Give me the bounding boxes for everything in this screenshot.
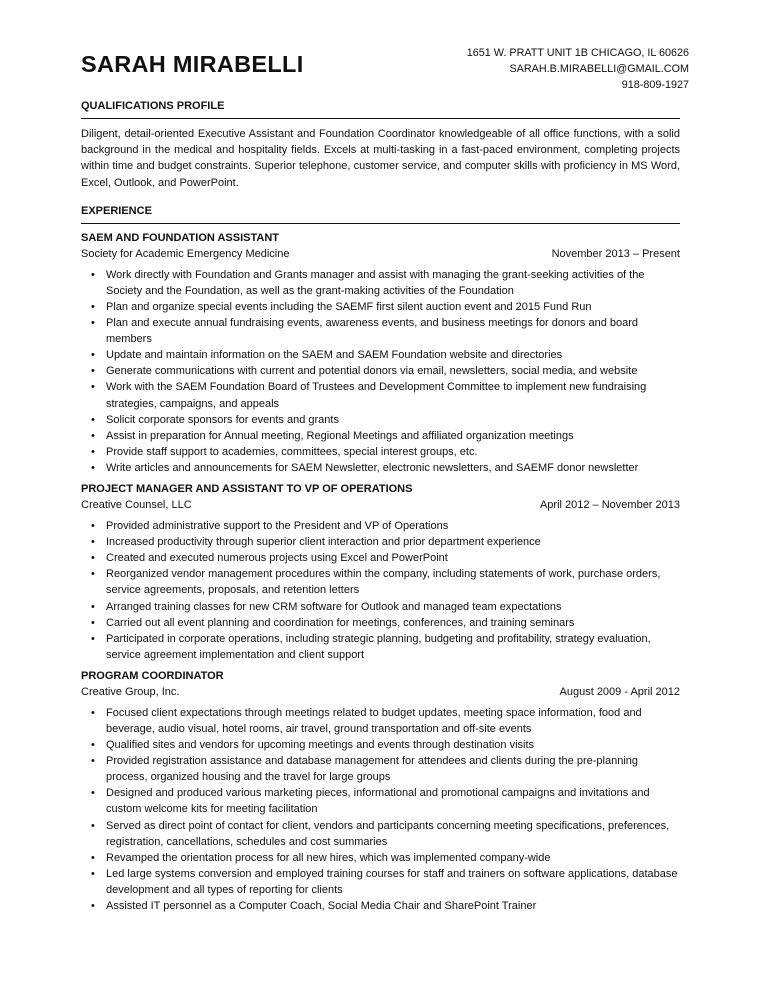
job-bullet: • Led large systems conversion and employed training courses for staff and trainers on software applications, database development and all types of reporting for clients (106, 866, 680, 898)
job-entry (81, 482, 680, 663)
job-bullet: • Write articles and announcements for SAEM Newsletter, electronic newsletters, and SAEMF donor newsletter (106, 460, 680, 476)
job-bullet: • Reorganized vendor management procedures within the company, including statements of work, purchase orders, service agreements, proposals, and retention letters (106, 566, 680, 598)
job-bullet: • Work with the SAEM Foundation Board of Trustees and Development Committee to implement new fundraising strategies, campaigns, and appeals (106, 379, 680, 411)
candidate-name: SARAH MIRABELLI (81, 51, 304, 77)
job-bullet: • Revamped the orientation process for all new hires, which was implemented company-wide (106, 850, 680, 866)
resume-header (81, 0, 689, 100)
job-bullet: • Participated in corporate operations, including strategic planning, budgeting and profitability, strategy evaluation, service agreement implementation and client support (106, 631, 680, 663)
job-bullet: • Qualified sites and vendors for upcoming meetings and events through destination visits (106, 737, 680, 753)
qualifications-heading: QUALIFICATIONS PROFILE (81, 100, 225, 112)
job-dates: November 2013 – Present (551, 247, 680, 260)
job-entry (81, 669, 680, 914)
job-bullet: • Provide staff support to academies, committees, special interest groups, etc. (106, 444, 680, 460)
job-bullet: • Carried out all event planning and coordination for meetings, conferences, and training seminars (106, 615, 680, 631)
job-company-line (81, 246, 680, 262)
experience-section (81, 205, 680, 914)
job-bullet: • Assisted IT personnel as a Computer Coach, Social Media Chair and SharePoint Trainer (106, 898, 680, 914)
qualifications-text: Diligent, detail-oriented Executive Assistant and Foundation Coordinator knowledgeable of all office functions, with a solid background in the medical and hospitality fields. Excels at multi-tasking in a fast-paced environment, completing projects within time and budget constraints. Superior telephone, customer service, and computer skills with proficiency in MS Word, Excel, Outlook, and PowerPoint. (81, 128, 680, 189)
job-title: SAEM AND FOUNDATION ASSISTANT (81, 231, 279, 244)
job-company: Creative Counsel, LLC (81, 499, 192, 512)
job-bullet: • Increased productivity through superior client interaction and prior department experience (106, 534, 680, 550)
job-list (81, 231, 680, 914)
contact-phone: 918-809-1927 (621, 79, 689, 91)
job-bullet: • Arranged training classes for new CRM software for Outlook and managed team expectations (106, 599, 680, 615)
contact-email: SARAH.B.MIRABELLI@GMAIL.COM (509, 63, 689, 75)
section-divider (81, 223, 680, 224)
job-bullet-list (81, 705, 680, 914)
job-dates: April 2012 – November 2013 (539, 499, 680, 512)
job-dates: August 2009 - April 2012 (559, 685, 680, 698)
job-company-line (81, 684, 680, 700)
job-bullet: • Focused client expectations through meetings related to budget updates, meeting space information, food and beverage, audio visual, hotel rooms, air travel, ground transportation and off-site events (106, 705, 680, 737)
job-bullet: • Work directly with Foundation and Grants manager and assist with managing the grant-seeking activities of the Society and the Foundation, as well as the grant-making activities of the Foundation (106, 267, 680, 299)
job-company: Creative Group, Inc. (81, 685, 180, 698)
contact-block (467, 45, 689, 93)
job-bullet: • Plan and execute annual fundraising events, awareness events, and business meetings for donors and board members (106, 315, 680, 347)
contact-address: 1651 W. PRATT UNIT 1B CHICAGO, IL 60626 (466, 47, 689, 59)
job-bullet: • Update and maintain information on the SAEM and SAEM Foundation website and directories (106, 347, 680, 363)
job-company-line (81, 497, 680, 513)
experience-heading: EXPERIENCE (81, 204, 152, 217)
job-bullet: • Provided registration assistance and database management for attendees and clients during the pre-planning process, organized housing and the travel for large groups (106, 753, 680, 785)
job-bullet-list (81, 267, 680, 476)
job-bullet: • Generate communications with current and potential donors via email, newsletters, social media, and website (106, 363, 680, 379)
job-company: Society for Academic Emergency Medicine (81, 247, 290, 260)
job-bullet: • Solicit corporate sponsors for events and grants (106, 412, 680, 428)
job-title: PROGRAM COORDINATOR (81, 669, 224, 682)
job-entry (81, 231, 680, 476)
job-title: PROJECT MANAGER AND ASSISTANT TO VP OF OPERATIONS (81, 483, 413, 496)
job-bullet: • Provided administrative support to the President and VP of Operations (106, 518, 680, 534)
job-bullet-list (81, 518, 680, 663)
section-divider (81, 118, 680, 119)
job-bullet: • Designed and produced various marketing pieces, informational and promotional campaigns and invitations and custom welcome kits for meeting facilitation (106, 785, 680, 817)
job-bullet: • Assist in preparation for Annual meeting, Regional Meetings and affiliated organization meetings (106, 428, 680, 444)
job-bullet: • Plan and organize special events including the SAEMF first silent auction event and 2015 Fund Run (106, 299, 680, 315)
job-bullet: • Served as direct point of contact for client, vendors and participants concerning meeting specifications, preferences, registration, cancellations, schedules and cost summaries (106, 818, 680, 850)
qualifications-section (81, 100, 680, 191)
job-bullet: • Created and executed numerous projects using Excel and PowerPoint (106, 550, 680, 566)
